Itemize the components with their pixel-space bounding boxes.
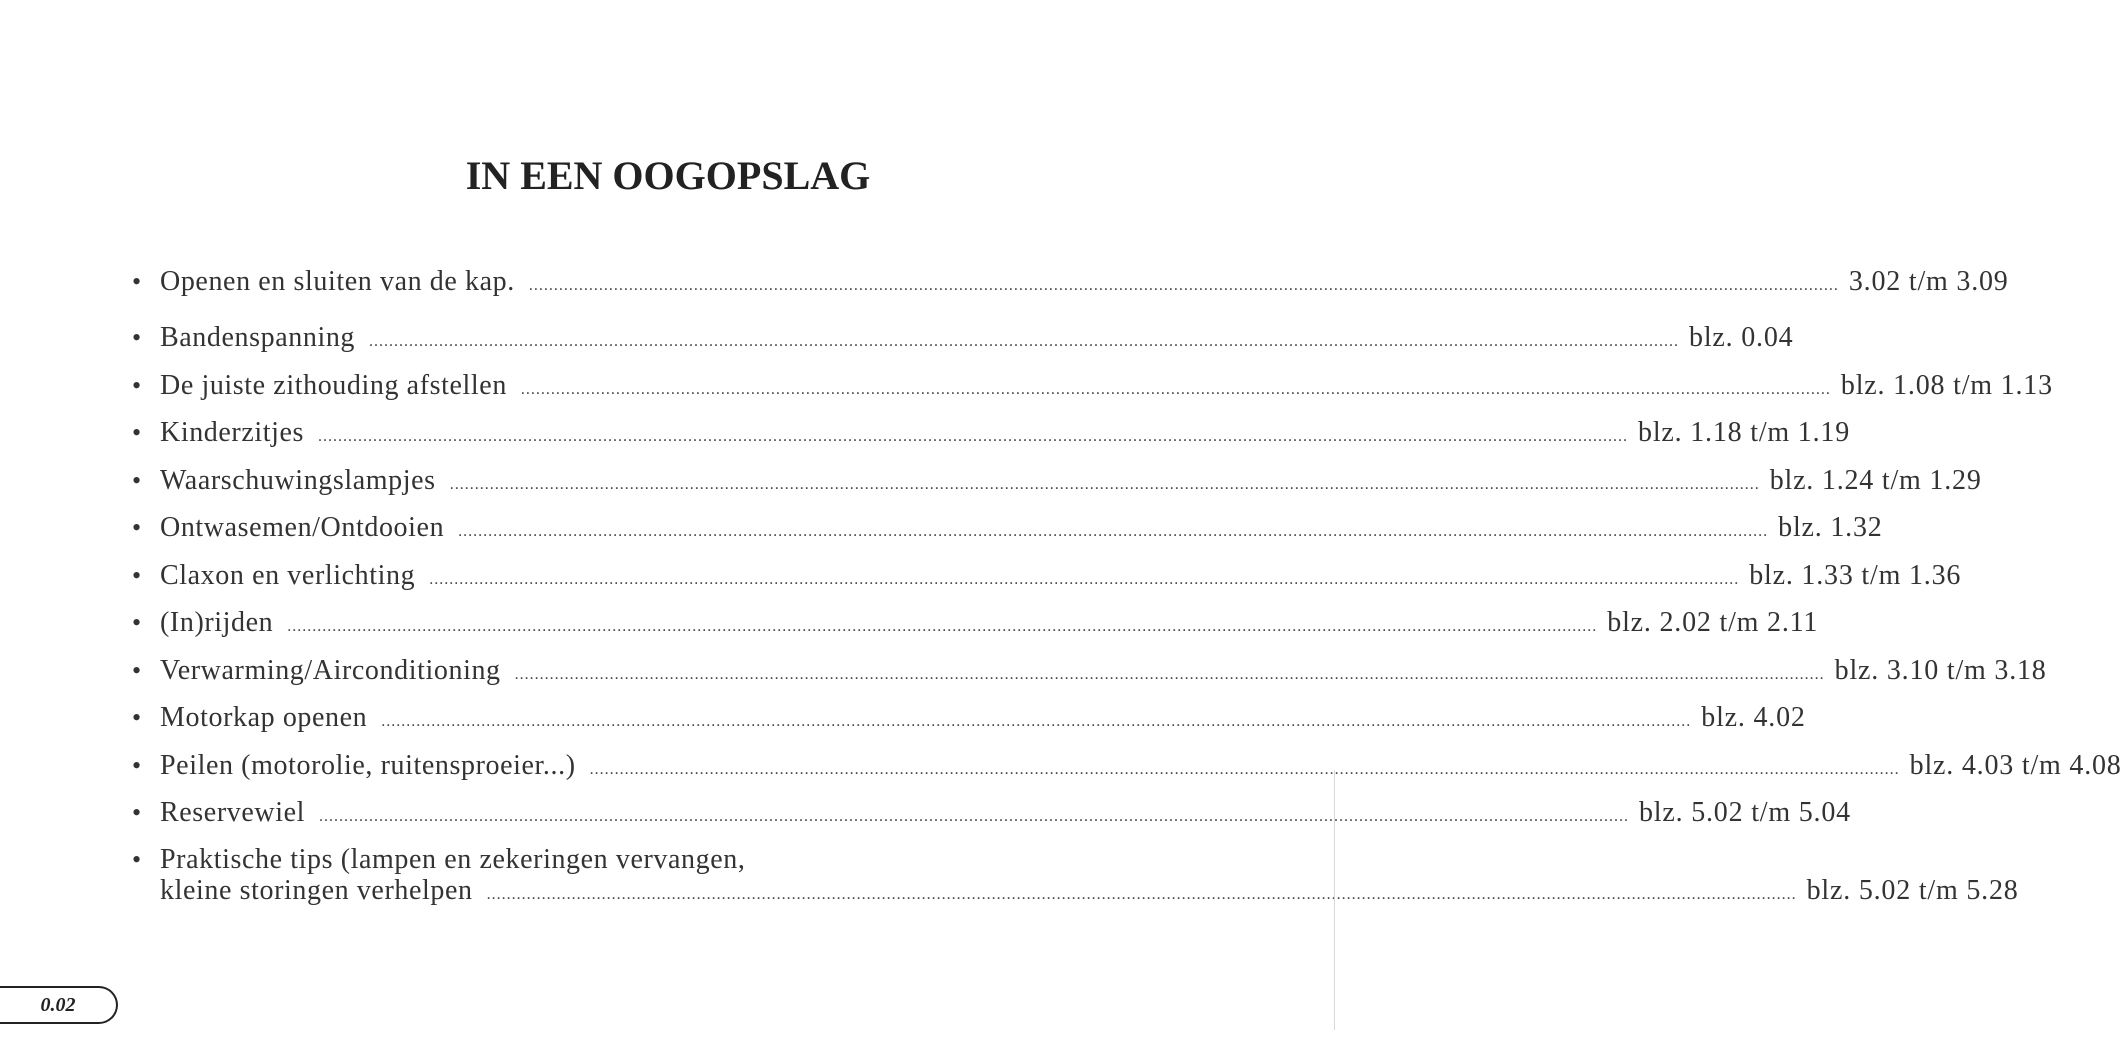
toc-entry-page-ref: blz. 5.02 t/m 5.28 (1806, 874, 2019, 906)
toc-entry-page-ref: blz. 4.02 (1701, 702, 1806, 733)
bullet-icon: • (132, 844, 142, 874)
bullet-icon: • (132, 798, 142, 827)
bullet-icon: • (132, 418, 142, 447)
bullet-icon: • (132, 608, 142, 637)
toc-entry-multiline (132, 843, 2019, 915)
bullet-icon: • (132, 465, 142, 495)
toc-entry-label-line1: Praktische tips (lampen en zekeringen vervangen, (160, 843, 746, 875)
toc-entry (132, 607, 1819, 655)
toc-entry-label: Bandenspanning (160, 322, 356, 353)
bullet-icon: • (132, 560, 142, 590)
toc-entry-page-ref: blz. 1.08 t/m 1.13 (1840, 369, 2053, 401)
toc-entry-label: Ontwasemen/Ontdooien (160, 512, 445, 543)
toc-entry-page-ref: blz. 1.33 t/m 1.36 (1749, 559, 1962, 591)
toc-entry-page-ref: 3.02 t/m 3.09 (1848, 266, 2009, 297)
dot-leader (487, 879, 1797, 911)
dot-leader (287, 618, 1597, 636)
toc-entry (132, 266, 2009, 322)
page-title: IN EEN OOGOPSLAG (465, 153, 871, 198)
toc-entry (132, 749, 2122, 798)
toc-entry-page-ref: blz. 4.03 t/m 4.08 (1909, 749, 2122, 781)
page-number-tab (0, 986, 118, 1024)
toc-entry-page-ref: blz. 0.04 (1689, 322, 1794, 353)
toc-entry (132, 702, 1806, 750)
toc-entry-label: Waarschuwingslampjes (160, 464, 436, 496)
toc-entry-label: Kinderzitjes (160, 417, 305, 448)
toc-entry-line2 (160, 874, 2019, 911)
bullet-icon: • (132, 703, 142, 732)
page-edge-line (1334, 770, 1335, 1030)
toc-entry-label-line2: kleine storingen verhelpen (160, 874, 473, 906)
bullet-icon: • (132, 750, 142, 780)
toc-entry-body (160, 843, 2019, 915)
toc-entry (132, 322, 1794, 370)
toc-entry (132, 417, 1850, 465)
page-number: 0.02 (40, 993, 76, 1016)
dot-leader (515, 666, 1825, 684)
toc-entry-page-ref: blz. 1.24 t/m 1.29 (1769, 464, 1982, 496)
toc-entry-label: Verwarming/Airconditioning (160, 654, 501, 686)
toc-entry (132, 654, 2047, 703)
toc-entry-page-ref: blz. 2.02 t/m 2.11 (1607, 607, 1819, 638)
toc-entry-label: Motorkap openen (160, 702, 368, 733)
table-of-contents (132, 266, 2122, 915)
bullet-icon: • (132, 655, 142, 685)
toc-entry-label: Reservewiel (160, 797, 305, 828)
toc-entry-label: Openen en sluiten van de kap. (160, 266, 515, 297)
toc-entry (132, 797, 1851, 845)
bullet-icon: • (132, 323, 142, 352)
toc-entry-page-ref: blz. 3.10 t/m 3.18 (1834, 654, 2047, 686)
toc-entry (132, 559, 1962, 608)
dot-leader (590, 761, 1900, 779)
dot-leader (450, 476, 1760, 494)
toc-entry-page-ref: blz. 1.18 t/m 1.19 (1638, 417, 1850, 448)
toc-entry-label: Peilen (motorolie, ruitensproeier...) (160, 749, 576, 781)
toc-entry-label: (In)rijden (160, 607, 274, 638)
toc-entry-page-ref: blz. 1.32 (1778, 512, 1883, 543)
toc-entry (132, 464, 1982, 513)
dot-leader (369, 333, 1679, 351)
dot-leader (381, 713, 1691, 731)
dot-leader (529, 277, 1839, 295)
bullet-icon: • (132, 267, 142, 296)
toc-entry-label: De juiste zithouding afstellen (160, 369, 507, 401)
dot-leader (458, 523, 1768, 541)
dot-leader (319, 808, 1629, 826)
dot-leader (318, 428, 1628, 446)
toc-entry (132, 369, 2053, 418)
toc-entry-page-ref: blz. 5.02 t/m 5.04 (1639, 797, 1851, 828)
toc-entry-label: Claxon en verlichting (160, 559, 416, 591)
bullet-icon: • (132, 513, 142, 542)
dot-leader (521, 381, 1831, 399)
toc-entry (132, 512, 1883, 560)
dot-leader (429, 571, 1739, 589)
bullet-icon: • (132, 370, 142, 400)
